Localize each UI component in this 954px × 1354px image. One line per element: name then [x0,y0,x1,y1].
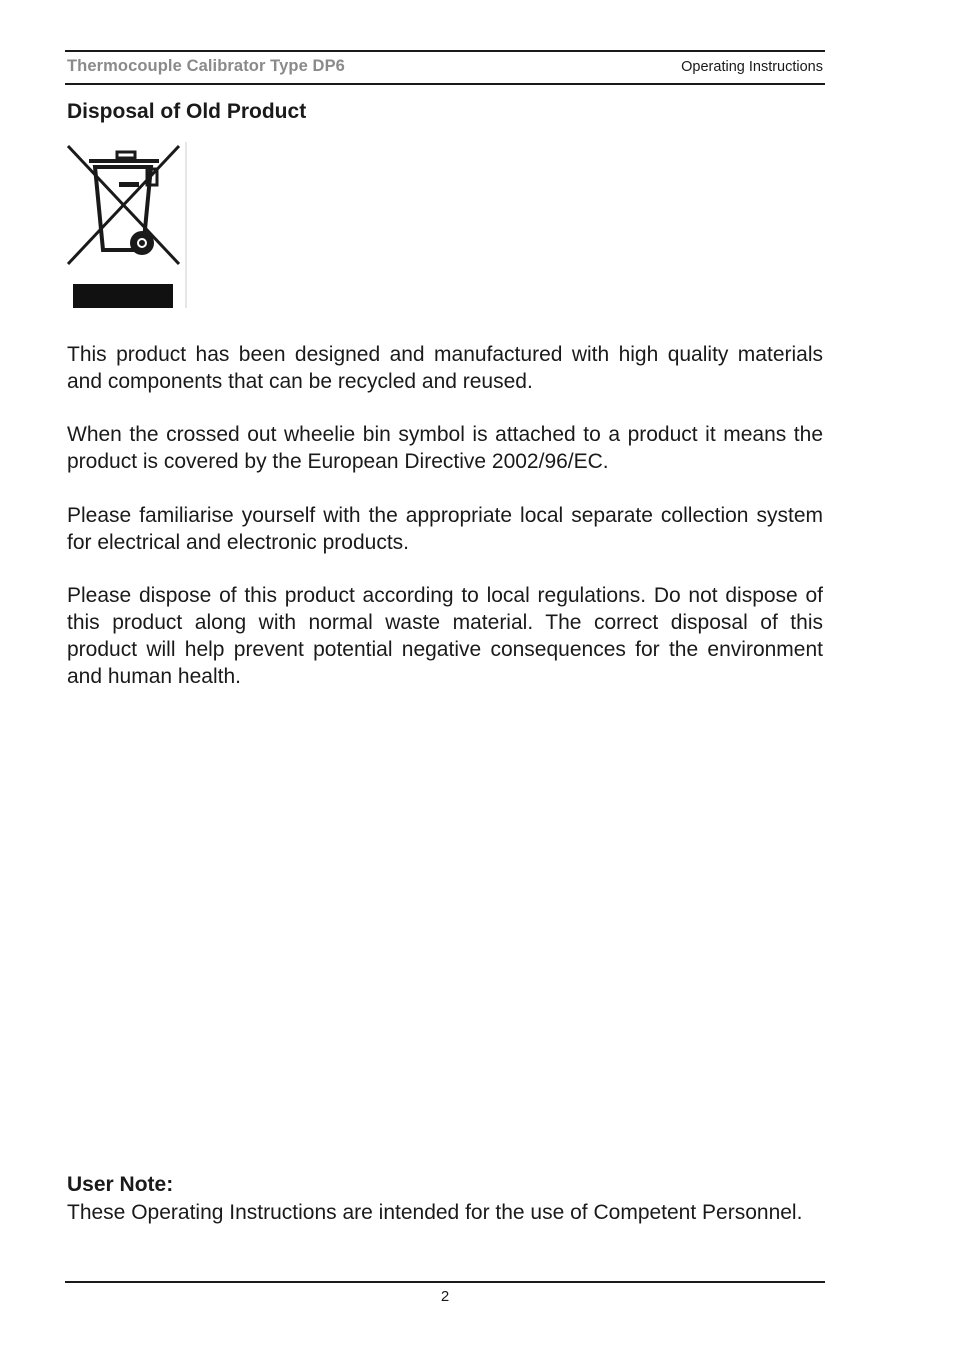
paragraph-collection-system: Please familiarise yourself with the appropriate local separate collection system for electrical and electronic products. [67,504,823,554]
user-note-heading: User Note: [67,1173,174,1196]
header-top-rule [65,50,825,52]
document-title: Thermocouple Calibrator Type DP6 [67,57,345,75]
footer-rule [65,1281,825,1283]
paragraph-weee-directive: When the crossed out wheelie bin symbol is attached to a product it means the product is covered by the European Directive 2002/96/EC. [67,423,823,473]
document-subtitle: Operating Instructions [681,59,823,75]
section-heading: Disposal of Old Product [67,100,307,123]
header-bottom-rule [65,83,825,85]
paragraph-disposal-guidance: Please dispose of this product according to local regulations. Do not dispose of this product along with normal waste material. The correct disposal of this product will help prevent potential negative consequences for the environment and human health. [67,584,823,688]
paragraph-recyclable-materials: This product has been designed and manufactured with high quality materials and components that can be recycled and reused. [67,343,823,393]
crossed-out-wheelie-bin-icon [65,140,188,310]
page-number: 2 [440,1288,450,1305]
user-note-text: These Operating Instructions are intended for the use of Competent Personnel. [67,1201,803,1224]
